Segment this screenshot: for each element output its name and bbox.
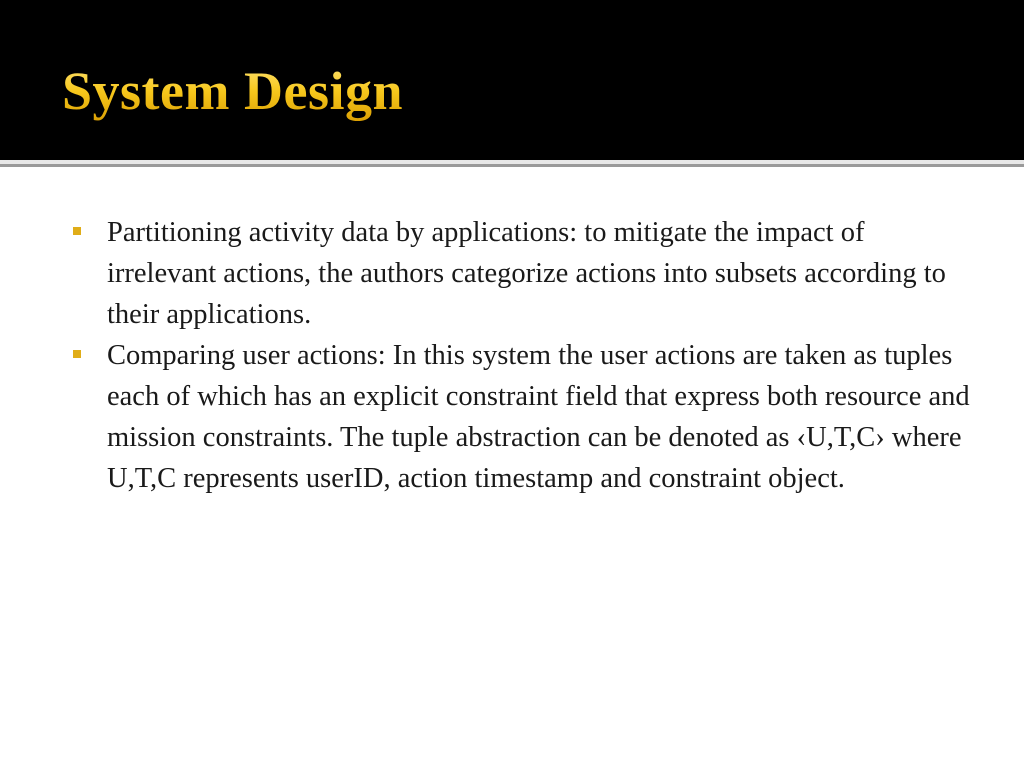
bullet-item-comparing <box>70 335 970 499</box>
bullet-text: Comparing user actions: In this system the user actions are taken as tuples each of which has an explicit constraint field that express both resource and mission constraints. The tuple abstraction can be denoted as ‹U,T,C› where U,T,C represents userID, action timestamp and constraint object. <box>107 340 970 494</box>
square-bullet-icon <box>73 350 81 358</box>
bullet-text: Partitioning activity data by applications: to mitigate the impact of irrelevant actions, the authors categorize actions into subsets according to their applications. <box>107 217 946 330</box>
bullet-item-partitioning <box>70 212 970 335</box>
title-band <box>0 0 1024 160</box>
bullet-list <box>70 212 970 499</box>
slide-title: System Design <box>62 56 403 126</box>
square-bullet-icon <box>73 227 81 235</box>
title-divider-dark <box>0 164 1024 167</box>
